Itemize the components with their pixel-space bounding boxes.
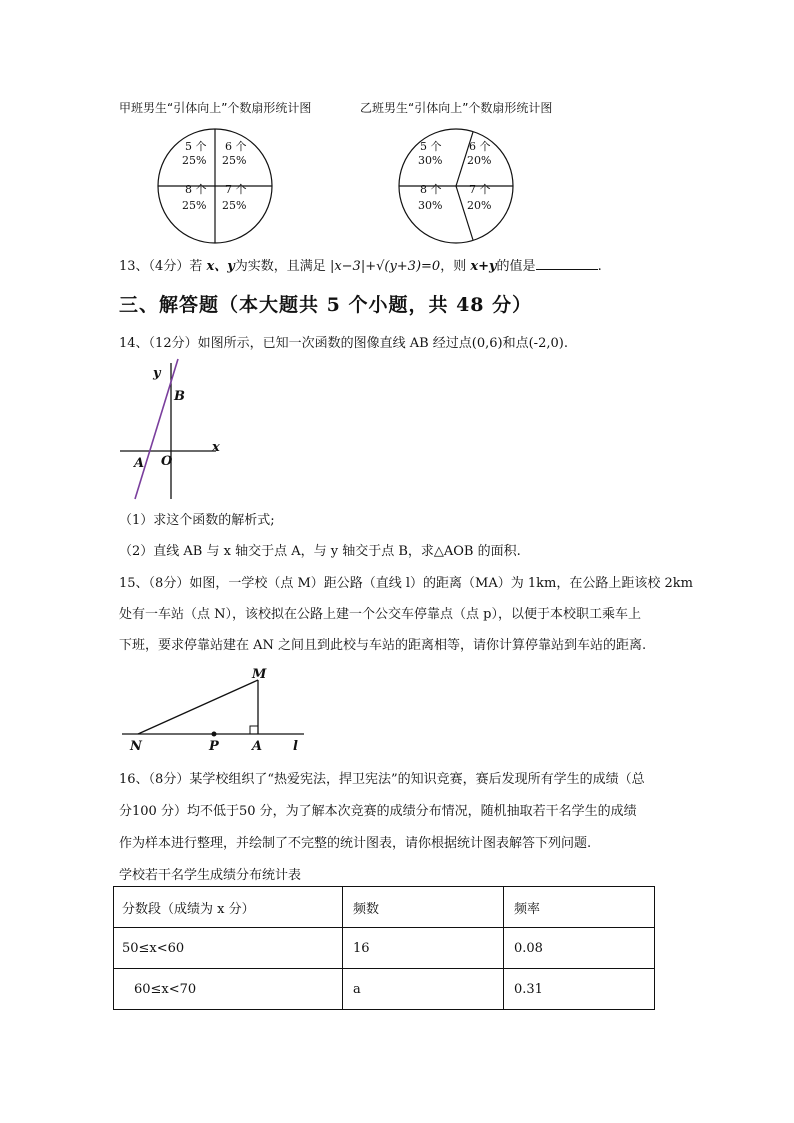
q15-line-1: 15、（8分）如图，一学校（点 M）距公路（直线 l）的距离（MA）为 1km，在公路上距该校 2km [119, 576, 693, 591]
pie-b-slice-label: 8 个 [420, 183, 442, 196]
q16-line-1: 16、（8分）某学校组织了“热爱宪法，捍卫宪法”的知识竞赛，赛后发现所有学生的成绩（总 [119, 772, 645, 787]
q16-table-title: 学校若干名学生成绩分布统计表 [119, 868, 302, 883]
q15-line-2: 处有一车站（点 N），该校拟在公路上建一个公交车停靠点（点 p），以便于本校职工乘车上 [119, 607, 641, 622]
q13-expr: x+y [470, 259, 497, 274]
q15-right-angle [250, 726, 258, 734]
question-14: 14、（12分）如图所示，已知一次函数的图像直线 AB 经过点(0,6)和点(-2,0). [119, 336, 568, 351]
q15-line-3: 下班，要求停靠站建在 AN 之间且到此校与车站的距离相等，请你计算停靠站到车站的距离. [119, 638, 647, 653]
q14-label-o: O [161, 454, 173, 469]
pie-a-slice-label: 7 个 [225, 183, 247, 196]
question-13 [119, 255, 602, 274]
q15-label-a: A [252, 739, 263, 752]
pie-b-slice-pct: 30% [418, 199, 443, 212]
q15-label-p: P [209, 739, 219, 752]
table-header-cell: 分数段（成绩为 x 分） [114, 887, 343, 928]
q13-answer-blank [536, 257, 598, 270]
table-row [114, 928, 655, 969]
q14-part-1: （1）求这个函数的解析式; [119, 513, 275, 528]
pie-b-slice-pct: 20% [467, 199, 492, 212]
pie-b-chart [396, 126, 516, 246]
pie-b-slice-pct: 30% [418, 154, 443, 167]
q16-line-3: 作为样本进行整理，并绘制了不完整的统计图表，请你根据统计图表解答下列问题. [119, 836, 592, 851]
table-cell: 0.31 [504, 969, 655, 1010]
table-cell: 0.08 [504, 928, 655, 969]
pie-a-chart [155, 126, 275, 246]
q14-graph [116, 355, 226, 505]
q13-mid: 为实数，且满足 [234, 259, 326, 274]
table-cell: 50≤x<60 [114, 928, 343, 969]
table-cell: 16 [343, 928, 504, 969]
q15-label-m: M [252, 667, 267, 682]
q15-figure [118, 662, 308, 752]
q13-vars: x、y [206, 259, 235, 274]
q14-label-y: y [153, 366, 161, 381]
q13-prefix: 13、（4分）若 [119, 259, 203, 274]
section-3-title: 三、解答题（本大题共 5 个小题，共 48 分） [119, 294, 533, 316]
pie-b-slice-label: 5 个 [420, 140, 442, 153]
table-cell: 60≤x<70 [114, 969, 343, 1010]
pie-a-slice-pct: 25% [182, 199, 207, 212]
pie-a-slice-pct: 25% [222, 199, 247, 212]
q16-line-2: 分100 分）均不低于50 分，为了解本次竞赛的成绩分布情况，随机抽取若干名学生的成绩 [119, 804, 637, 819]
q15-segment-mn [138, 680, 258, 734]
q13-tail: ，则 [440, 259, 467, 274]
pie-a-slice-pct: 25% [222, 154, 247, 167]
q15-label-n: N [130, 739, 142, 752]
table-cell: a [343, 969, 504, 1010]
table-header-row [114, 887, 655, 928]
pie-a-title: 甲班男生“引体向上”个数扇形统计图 [119, 101, 312, 115]
q13-dot: . [597, 259, 602, 274]
table-header-cell: 频数 [343, 887, 504, 928]
q14-label-x: x [212, 440, 220, 455]
score-distribution-table [113, 886, 655, 1010]
q14-label-b: B [174, 389, 185, 404]
q14-label-a: A [134, 456, 145, 471]
q15-label-l: l [293, 739, 298, 752]
q13-equation: |x−3|+√(y+3)=0 [329, 259, 441, 274]
pie-b-slice-label: 7 个 [469, 183, 491, 196]
pie-b-slice-pct: 20% [467, 154, 492, 167]
table-header-cell: 频率 [504, 887, 655, 928]
q13-end: 的值是 [496, 259, 536, 274]
pie-a-slice-label: 6 个 [225, 140, 247, 153]
pie-b-slice-label: 6 个 [469, 140, 491, 153]
pie-b-title: 乙班男生“引体向上”个数扇形统计图 [360, 101, 553, 115]
table-row [114, 969, 655, 1010]
pie-a-slice-pct: 25% [182, 154, 207, 167]
q15-point-p [212, 732, 217, 737]
pie-a-slice-label: 8 个 [185, 183, 207, 196]
pie-a-slice-label: 5 个 [185, 140, 207, 153]
q14-part-2: （2）直线 AB 与 x 轴交于点 A，与 y 轴交于点 B，求△AOB 的面积. [119, 544, 521, 559]
